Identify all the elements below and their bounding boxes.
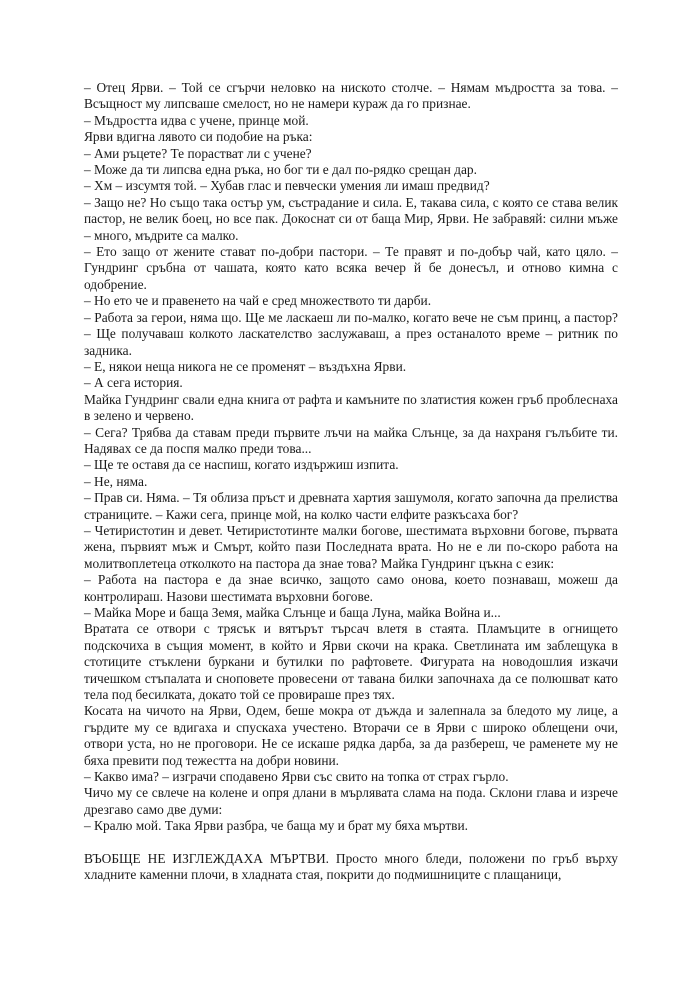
chapter-opening-paragraph: ВЪОБЩЕ НЕ ИЗГЛЕЖДАХА МЪРТВИ. Просто много бледи, положени по гръб върху хладните каменни плочи, в хладната стая, покрити до подмишниците с плащаници,	[84, 851, 618, 883]
paragraph: Майка Гундринг свали една книга от рафта и камъните по златистия кожен гръб проблеснаха в зелено и червено.	[84, 391, 618, 424]
section-break	[84, 835, 618, 851]
paragraph: – Прав си. Няма. – Тя облиза пръст и древната хартия зашумоля, когато започна да прелиства страниците. – Кажи сега, принце мой, на колко части елфите разкъсаха бог?	[84, 490, 618, 522]
paragraph: – Сега? Трябва да ставам преди първите лъчи на майка Слънце, за да нахраня гълъбите ти. Надявах се да поспя малко преди това...	[84, 424, 618, 456]
paragraph: – Отец Ярви. – Той се сгърчи неловко на ниското столче. – Нямам мъдростта за това. – Всъщност му липсваше смелост, но не намери кураж да го признае.	[84, 80, 618, 112]
paragraph: Чичо му се свлече на колене и опря длани в мърлявата слама на пода. Склони глава и изрече дрезгаво само две думи:	[84, 785, 618, 817]
paragraph: – Ще те оставя да се наспиш, когато издържиш изпита.	[84, 457, 399, 473]
paragraph: – Хм – изсумтя той. – Хубав глас и певчески умения ли имаш предвид?	[84, 178, 490, 194]
paragraph: – Ами ръцете? Те порастват ли с учене?	[84, 145, 312, 161]
paragraph: – Не, няма.	[84, 473, 148, 489]
paragraph: – Какво има? – изграчи сподавено Ярви със свито на топка от страх гърло.	[84, 769, 509, 785]
paragraph: – Кралю мой. Така Ярви разбра, че баща му и брат му бяха мъртви.	[84, 818, 469, 834]
paragraph: – Но ето че и правенето на чай е сред множеството ти дарби.	[84, 293, 432, 309]
paragraph: Косата на чичото на Ярви, Одем, беше мокра от дъжда и залепнала за бледото му лице, а гърдите му се вдигаха и спускаха учестено. Вторачи се в Ярви с широко облещени очи, отвори уста, но не проговори. Не се искаше рядка дарба, за да разбереш, че раменете му не бяха превити под тежестта на добри новини.	[84, 703, 618, 768]
paragraph: – Работа за герои, няма що. Ще ме ласкаеш ли по-малко, когато вече не съм принц, а пастор? – Ще получаваш колкото ласкателство заслужаваш, а през останалото време – ритник по задника.	[84, 309, 618, 358]
paragraph: – Може да ти липсва една ръка, но бог ти е дал по-рядко срещан дар.	[84, 162, 477, 178]
paragraph: – Защо не? Но също така остър ум, състрадание и сила. Е, такава сила, с която се става велик пастор, не велик боец, но все пак. Докоснат си от баща Мир, Ярви. Не забравяй: силни мъже – много, мъдрите са малко.	[84, 194, 618, 243]
paragraph: Вратата се отвори с трясък и вятърът търсач влетя в стаята. Пламъците в огнището подскочиха в същия момент, в който и Ярви скочи на крака. Светлината им заблещука в стотиците стъклени буркани и бутилки по рафтовете. Фигурата на новодошлия изкачи тичешком стъпалата и сноповете провесени от тавана билки започнаха да се полюшват като тела под бесилката, докато той се провираше през тях.	[84, 621, 618, 703]
paragraph: – А сега история.	[84, 375, 183, 391]
paragraph: – Мъдростта идва с учене, принце мой.	[84, 112, 309, 128]
paragraph: – Майка Море и баща Земя, майка Слънце и баща Луна, майка Война и...	[84, 605, 501, 620]
paragraph: Ярви вдигна лявото си подобие на ръка:	[84, 129, 313, 145]
paragraph: – Ето защо от жените стават по-добри пастори. – Те правят и по-добър чай, като цяло. – Гундринг сръбна от чашата, която като всяка вечер й бе донесъл, и отново кимна с одобрение.	[84, 244, 618, 292]
paragraph: – Четиристотин и девет. Четиристотинте малки богове, шестимата върховни богове, първата жена, първият мъж и Смърт, който пази Последната врата. Но не е ли по-скоро работа на молитвоплетеца отколкото на пастора да знае това? Майка Гундринг цъкна с език:	[84, 522, 618, 571]
paragraph: – Е, някои неща никога не се променят – въздъхна Ярви.	[84, 358, 407, 374]
document-body	[84, 80, 618, 884]
paragraph: – Работа на пастора е да знае всичко, защото само онова, което познаваш, можеш да контролираш. Назови шестимата върховни богове.	[84, 572, 618, 604]
